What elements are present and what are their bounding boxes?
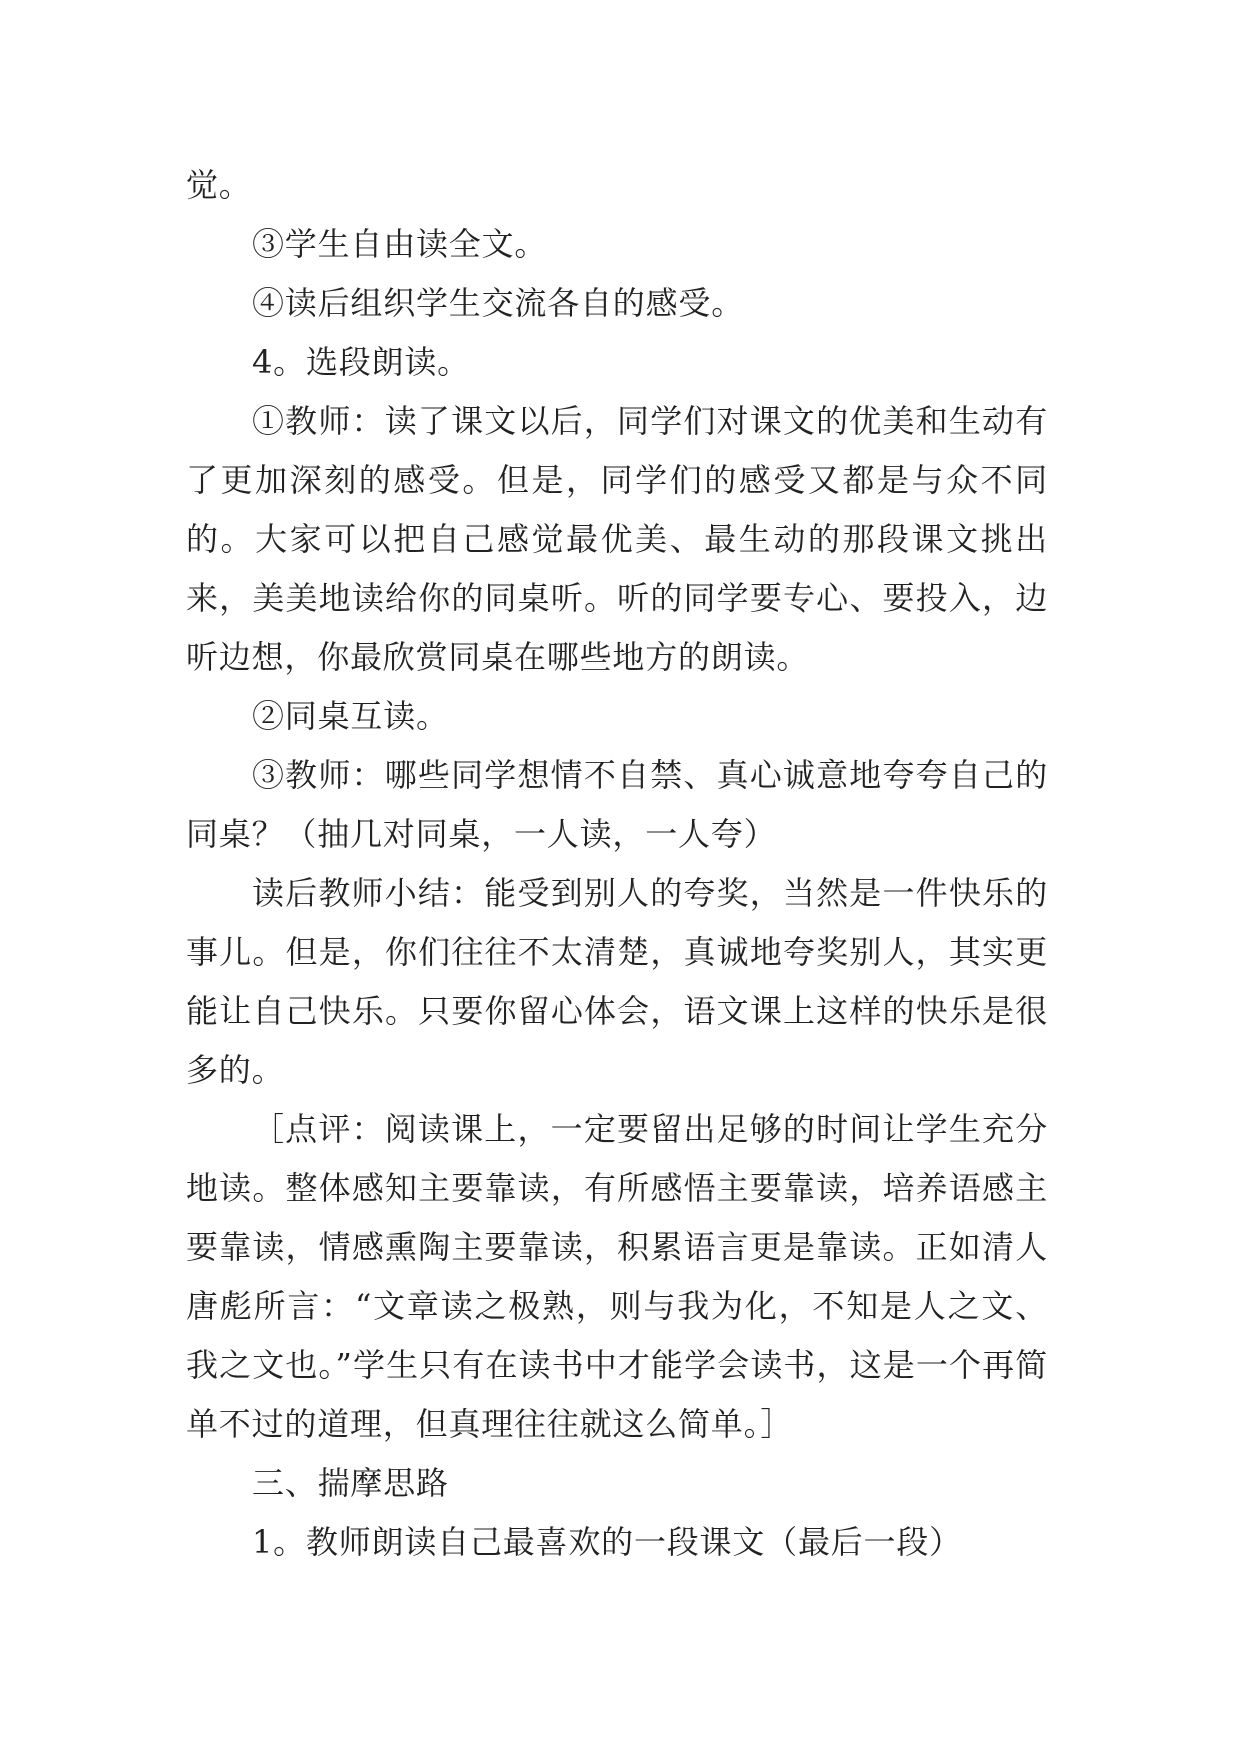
document-body <box>186 156 1048 1572</box>
paragraph-section-3-heading: 三、揣摩思路 <box>252 1464 449 1502</box>
paragraph-step-1-teacher-reads: 1。教师朗读自己最喜欢的一段课文（最后一段） <box>252 1523 962 1561</box>
paragraph-teacher-instruction-3: ③教师：哪些同学想情不自禁、真心诚意地夸夸自己的同桌？（抽几对同桌，一人读，一人夸） <box>186 756 1048 853</box>
paragraph-teacher-instruction-1: ①教师：读了课文以后，同学们对课文的优美和生动有了更加深刻的感受。但是，同学们的感受又都是与众不同的。大家可以把自己感觉最优美、最生动的那段课文挑出来，美美地读给你的同桌听。听的同学要专心、要投入，边听边想，你最欣赏同桌在哪些地方的朗读。 <box>186 402 1048 676</box>
paragraph-step-4-share-feelings: ④读后组织学生交流各自的感受。 <box>252 284 745 322</box>
paragraph-section-4-heading: 4。选段朗读。 <box>252 343 470 381</box>
paragraph-commentary: ［点评：阅读课上，一定要留出足够的时间让学生充分地读。整体感知主要靠读，有所感悟主要靠读，培养语感主要靠读，情感熏陶主要靠读，积累语言更是靠读。正如清人唐彪所言：“文章读之极熟，则与我为化，不知是人之文、我之文也。”学生只有在读书中才能学会读书，这是一个再简单不过的道理，但真理往往就这么简单。］ <box>186 1110 1048 1443</box>
paragraph-step-3-free-reading: ③学生自由读全文。 <box>252 225 548 263</box>
paragraph-teacher-summary: 读后教师小结：能受到别人的夸奖，当然是一件快乐的事儿。但是，你们往往不太清楚，真诚地夸奖别人，其实更能让自己快乐。只要你留心体会，语文课上这样的快乐是很多的。 <box>186 874 1048 1089</box>
paragraph-deskmate-reading: ②同桌互读。 <box>252 697 449 735</box>
paragraph-continuation: 觉。 <box>186 166 252 204</box>
